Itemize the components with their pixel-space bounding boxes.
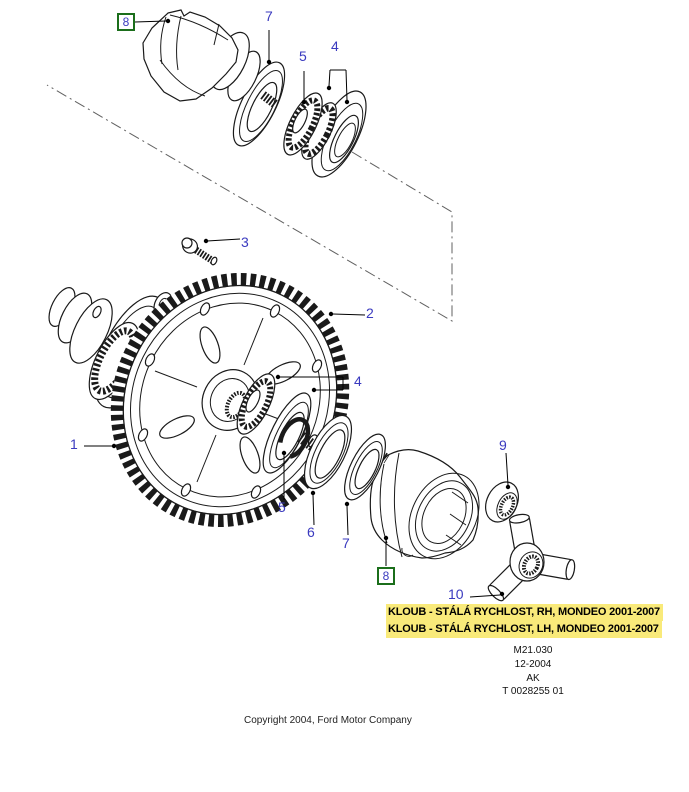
callout-5-bottom[interactable]: 5 [278,499,286,515]
cv-housing-art-bottom [370,450,492,571]
callout-7-top[interactable]: 7 [265,8,273,24]
tripod-spider-art [486,513,576,603]
callout-8-boxed-bottom[interactable] [377,567,395,585]
document-number: T 0028255 01 [502,686,564,698]
highlighted-part-row-lh[interactable]: KLOUB - STÁLÁ RYCHLOST, LH, MONDEO 2001-2007 [386,621,662,638]
date-code: 12-2004 [514,658,552,670]
section-code: M21.030 [513,645,553,656]
callout-7-bottom[interactable]: 7 [342,535,350,551]
callout-8-boxed-top-label: 8 [122,15,130,29]
callout-9[interactable]: 9 [499,437,507,453]
reference-block [458,644,608,699]
callout-8-boxed-bottom-label: 8 [382,569,390,583]
ring-gear-art [68,232,392,568]
callout-8-boxed-top[interactable] [117,13,135,31]
callout-3[interactable]: 3 [241,234,249,250]
market-code: AK [526,672,540,684]
copyright-notice: Copyright 2004, Ford Motor Company [244,715,412,726]
callout-2[interactable]: 2 [366,305,374,321]
highlighted-part-row-rh[interactable]: KLOUB - STÁLÁ RYCHLOST, RH, MONDEO 2001-2007 [386,604,663,621]
callout-10[interactable]: 10 [448,586,464,602]
callout-4-top[interactable]: 4 [331,38,339,54]
callout-6[interactable]: 6 [307,524,315,540]
cv-housing-art-top [143,10,267,106]
callout-5-top[interactable]: 5 [299,48,307,64]
callout-1[interactable]: 1 [70,436,78,452]
callout-4-bottom[interactable]: 4 [354,373,362,389]
